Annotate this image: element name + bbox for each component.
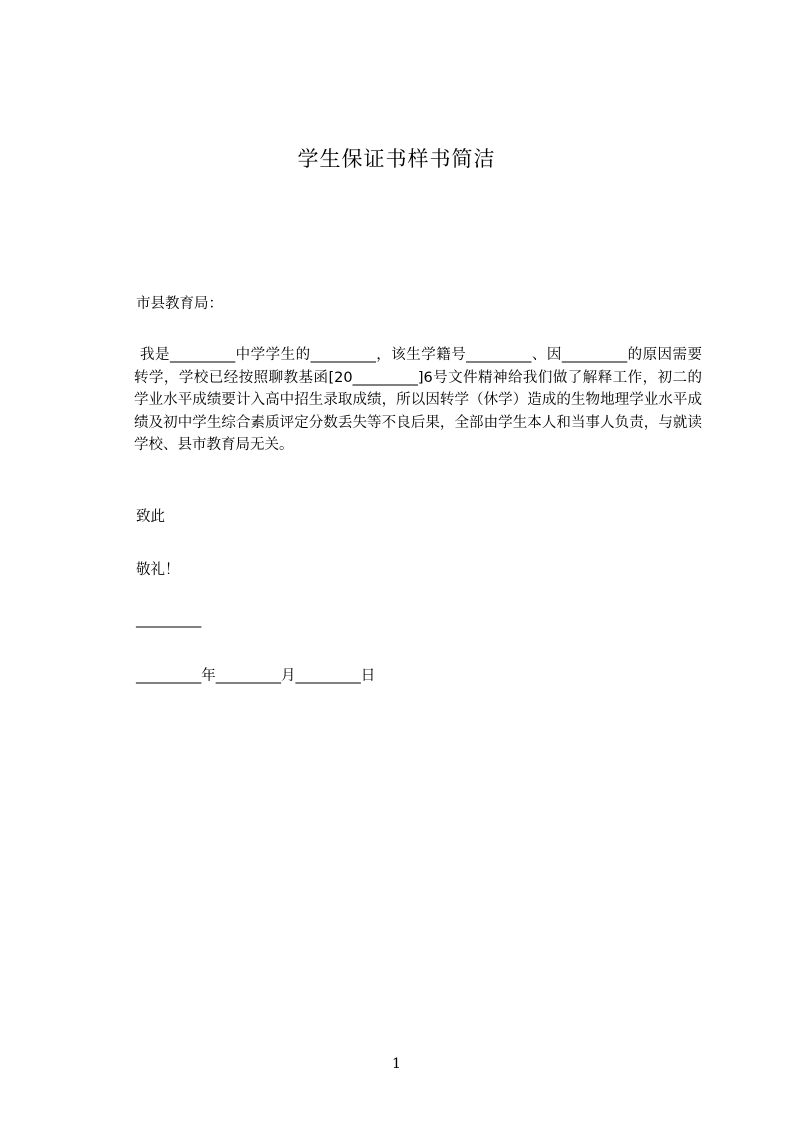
signature-blank: _________ xyxy=(136,612,202,628)
page-number: 1 xyxy=(392,1056,401,1072)
document-title: 学生保证书样书简洁 xyxy=(297,147,496,171)
closing-greeting: 致此 xyxy=(136,509,165,525)
addressee: 市县教育局： xyxy=(136,296,223,312)
date-line: _________年_________月_________日 xyxy=(136,668,376,684)
body-paragraph: 我是_________中学学生的_________，该生学籍号_________、因_________的原因需要转学，学校已经按照聊教基函[20_________]6号文件精神给我们做了解释工作，初二的学业水平成绩要计入高中招生录取成绩，所以因转学（休学）造成的生物地理学业水平成绩及初中学生综合素质评定分数丢失等不良后果，全部由学生本人和当事人负责，与就读学校、县市教育局无关。 xyxy=(134,347,702,453)
closing-salute: 敬礼！ xyxy=(136,562,180,578)
